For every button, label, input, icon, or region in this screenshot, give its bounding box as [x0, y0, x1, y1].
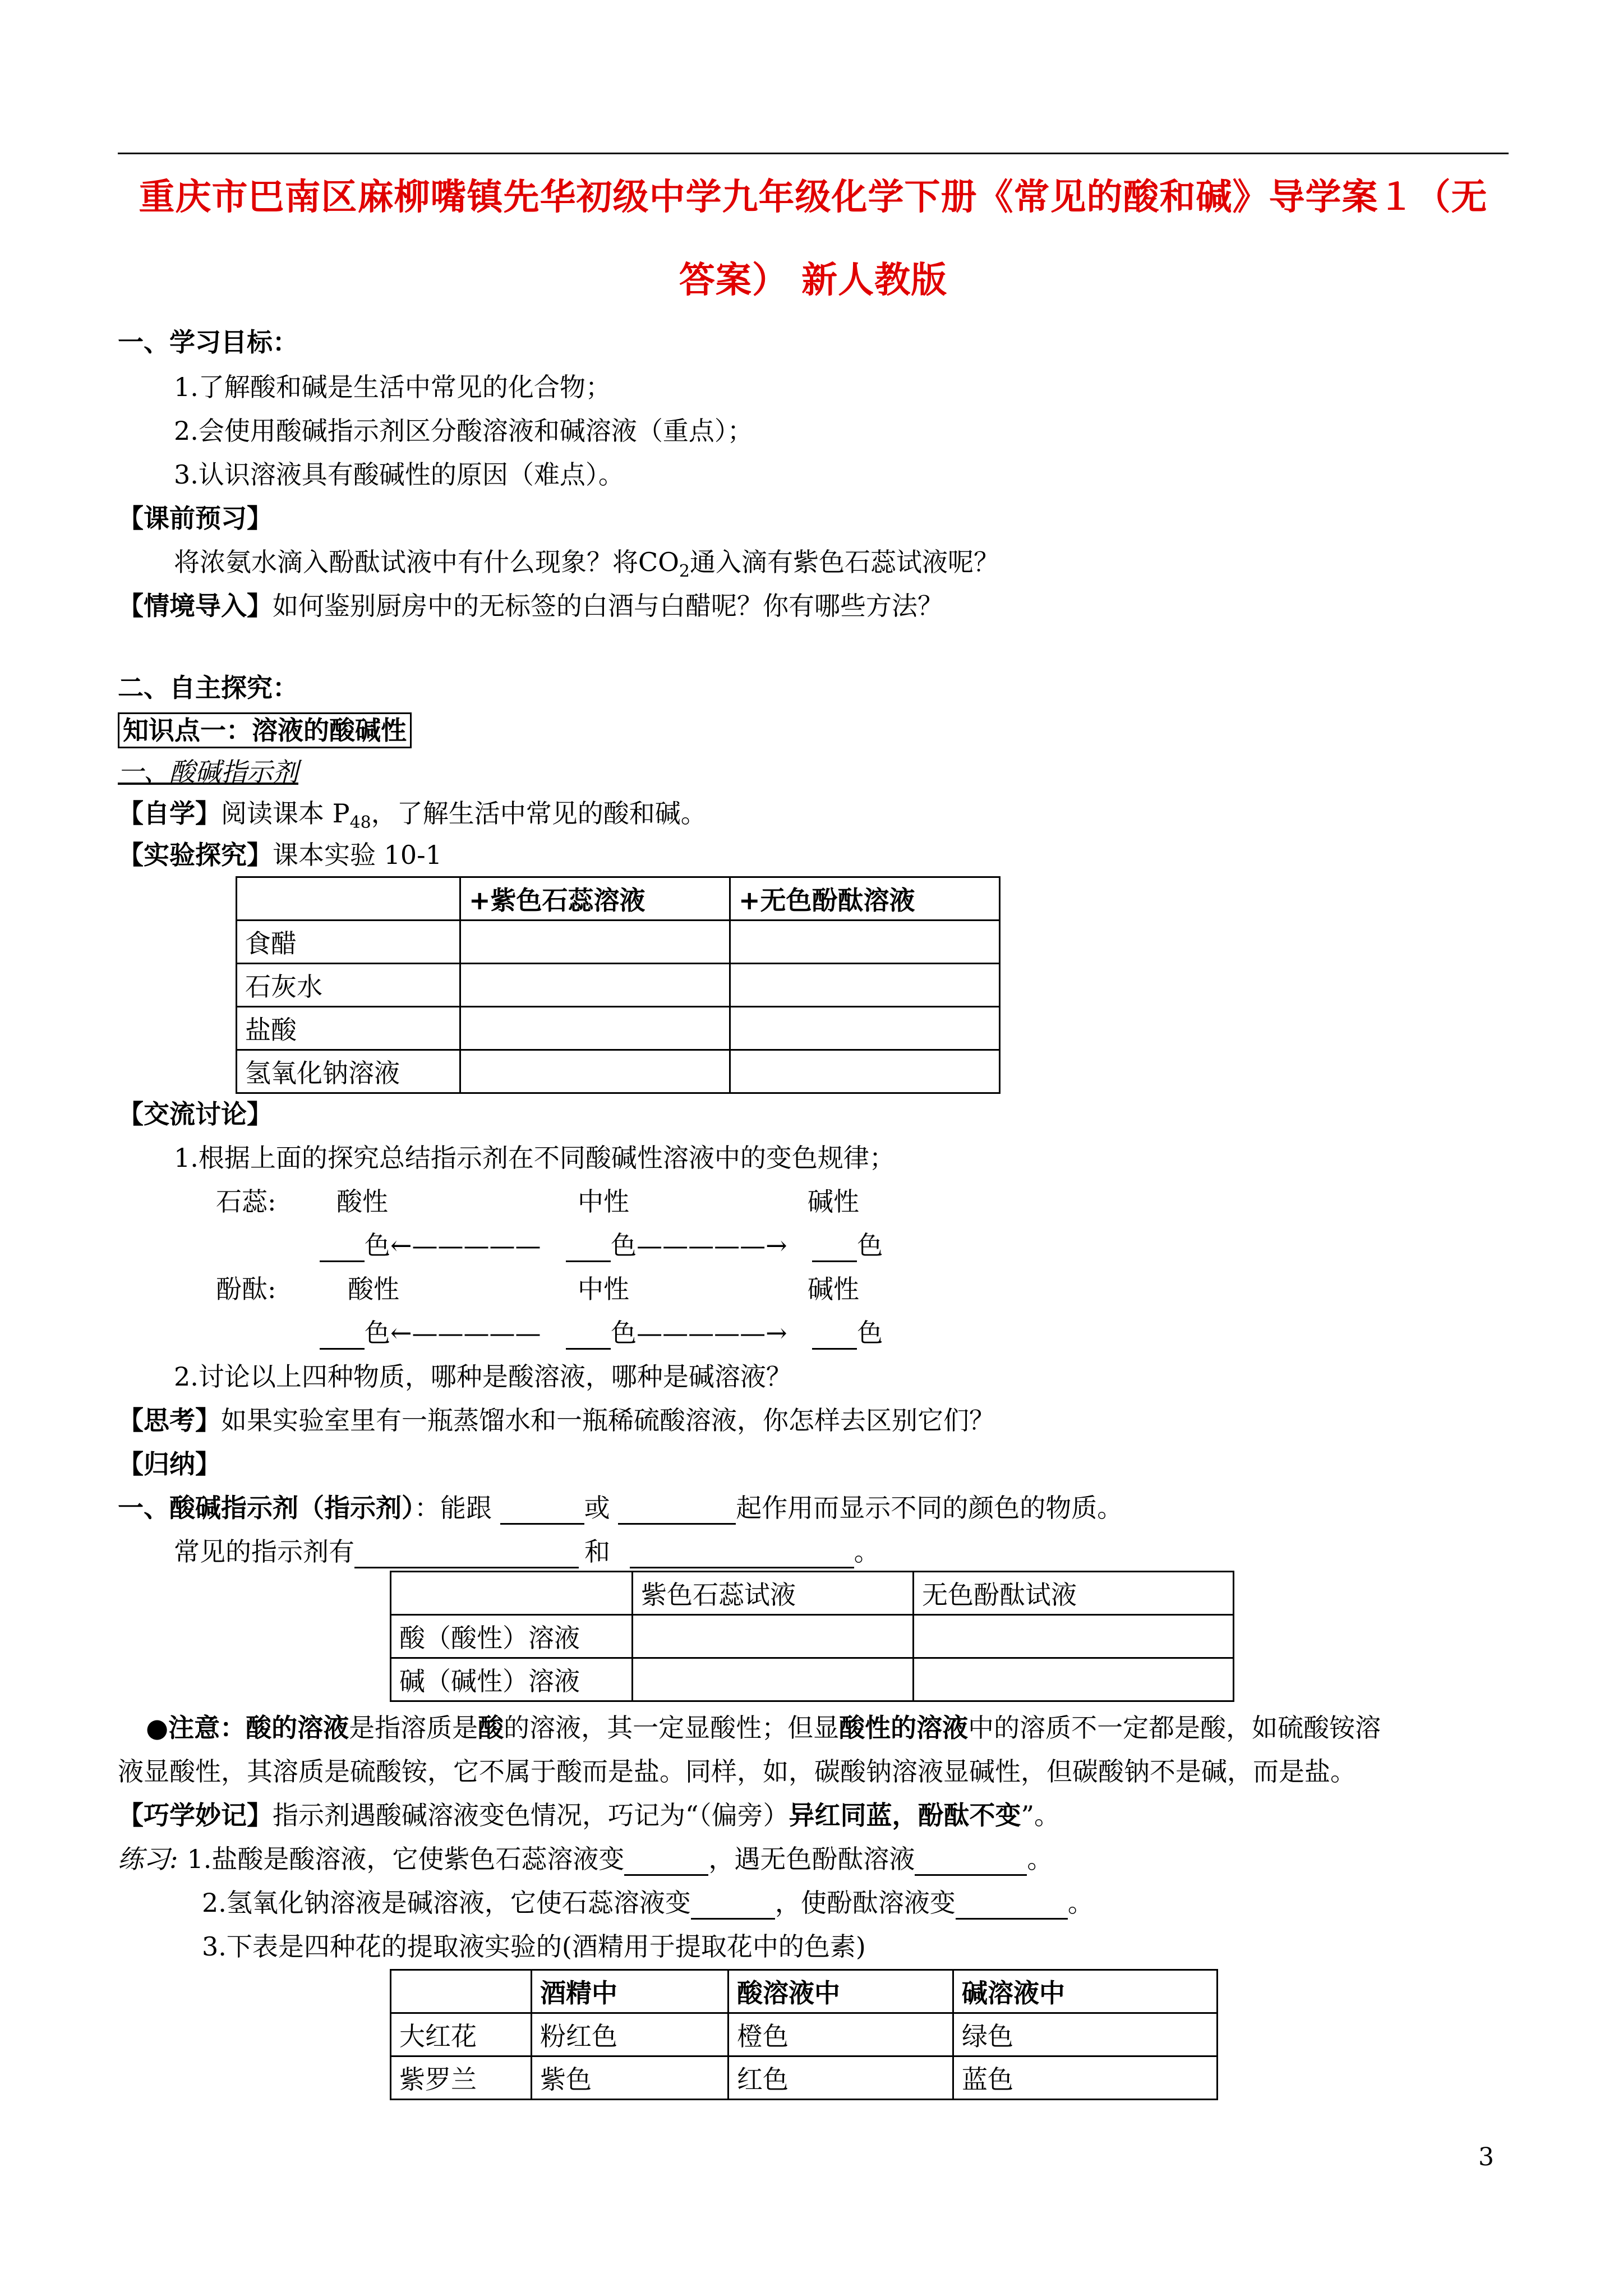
table-row	[237, 1007, 1000, 1050]
table-cell: 碱（碱性）溶液	[391, 1658, 633, 1701]
blank-field[interactable]	[566, 1234, 611, 1262]
experiment-line: 【实验探究】课本实验 10-1	[118, 840, 442, 870]
table-cell: 蓝色	[953, 2056, 1218, 2100]
discussion-q2: 2.讨论以上四种物质，哪种是酸溶液，哪种是碱溶液？	[174, 1361, 792, 1392]
litmus-neutral: 中性	[578, 1186, 629, 1217]
answer-cell[interactable]	[460, 1050, 730, 1093]
answer-cell[interactable]	[730, 1050, 1000, 1093]
table-row	[391, 1572, 1234, 1615]
summary-tag: 【归纳】	[118, 1449, 221, 1479]
blank-field[interactable]	[354, 1540, 579, 1568]
blank-field[interactable]	[320, 1234, 365, 1262]
litmus-color-row: 色←————— 色—————→ 色	[320, 1228, 883, 1262]
experiment-table	[236, 876, 1000, 1094]
table-cell	[391, 1572, 633, 1615]
title-line-1: 重庆市巴南区麻柳嘴镇先华初级中学九年级化学下册《常见的酸和碱》导学案１（无	[139, 177, 1488, 218]
practice-tag: 练习:	[118, 1844, 178, 1874]
phenol-acid: 酸性	[348, 1274, 399, 1304]
note-line-2: 液显酸性，其溶质是硫酸铵，它不属于酸而是盐。同样，如，碳酸钠溶液显碱性，但碳酸钠不是碱，而是盐。	[118, 1756, 1356, 1787]
answer-cell[interactable]	[914, 1615, 1234, 1658]
answer-cell[interactable]	[460, 964, 730, 1007]
table-row	[391, 2013, 1218, 2056]
answer-cell[interactable]	[633, 1615, 914, 1658]
section-2-heading: 二、自主探究：	[118, 673, 298, 703]
table-row	[237, 877, 1000, 921]
table-header: 酸溶液中	[728, 1970, 953, 2013]
blank-field[interactable]	[618, 1496, 736, 1525]
page-number: 3	[1478, 2143, 1494, 2171]
table-row	[237, 921, 1000, 964]
subheading-indicator: 一、酸碱指示剂	[118, 757, 298, 787]
answer-cell[interactable]	[460, 921, 730, 964]
common-indicators-line: 常见的指示剂有 和 。	[174, 1535, 880, 1568]
selfstudy-line: 【自学】阅读课本 $P_{48}$，了解生活中常见的酸和碱。	[118, 798, 707, 833]
preview-text-a: 将浓氨水滴入酚酞试液中有什么现象？将	[174, 547, 638, 577]
table-cell: 酸（酸性）溶液	[391, 1615, 633, 1658]
think-line: 【思考】如果实验室里有一瓶蒸馏水和一瓶稀硫酸溶液，你怎样去区别它们？	[118, 1405, 995, 1435]
table-header: +紫色石蕊溶液	[460, 877, 730, 921]
situation-tag: 【情境导入】	[118, 591, 273, 621]
note-line-1: ●注意：酸的溶液是指溶质是酸的溶液，其一定显酸性；但显酸性的溶液中的溶质不一定都是酸，如硫酸铵溶	[146, 1713, 1381, 1743]
goal-3: 3.认识溶液具有酸碱性的原因（难点）。	[174, 459, 624, 490]
phenol-label: 酚酞:	[216, 1274, 276, 1304]
table-cell: 大红花	[391, 2013, 532, 2056]
practice-2: 2.氢氧化钠溶液是碱溶液，它使石蕊溶液变 ，使酚酞溶液变 。	[202, 1886, 1094, 1920]
table-row	[391, 1658, 1234, 1701]
blank-field[interactable]	[320, 1321, 365, 1350]
table-row	[391, 1970, 1218, 2013]
answer-cell[interactable]	[730, 921, 1000, 964]
table-cell	[237, 877, 460, 921]
table-cell: 紫色	[532, 2056, 728, 2100]
table-cell: 食醋	[237, 921, 460, 964]
blank-field[interactable]	[812, 1321, 857, 1350]
discussion-q1: 1.根据上面的探究总结指示剂在不同酸碱性溶液中的变色规律；	[174, 1143, 895, 1173]
phenol-base: 碱性	[808, 1274, 859, 1304]
experiment-tag: 【实验探究】	[118, 840, 273, 870]
table-header: 紫色石蕊试液	[633, 1572, 914, 1615]
blank-field[interactable]	[566, 1321, 611, 1350]
answer-cell[interactable]	[914, 1658, 1234, 1701]
situation-line	[118, 589, 943, 623]
preview-tag: 【课前预习】	[118, 503, 273, 533]
title-line-2: 答案） 新人教版	[679, 260, 948, 301]
table-cell: 紫罗兰	[391, 2056, 532, 2100]
bullet-icon: ●	[146, 1713, 169, 1743]
answer-cell[interactable]	[633, 1658, 914, 1701]
section-1-heading: 一、学习目标：	[118, 327, 298, 357]
table-header: 酒精中	[532, 1970, 728, 2013]
preview-question	[174, 545, 999, 588]
table-header: 碱溶液中	[953, 1970, 1218, 2013]
discussion-tag: 【交流讨论】	[118, 1099, 273, 1129]
answer-cell[interactable]	[460, 1007, 730, 1050]
table-cell: 石灰水	[237, 964, 460, 1007]
memory-tag: 【巧学妙记】	[118, 1800, 273, 1830]
goal-2: 2.会使用酸碱指示剂区分酸溶液和碱溶液（重点）；	[174, 416, 753, 446]
practice-3: 3.下表是四种花的提取液实验的(酒精用于提取花中的色素)	[202, 1931, 866, 1962]
header-rule	[118, 153, 1509, 154]
phenol-neutral: 中性	[578, 1274, 629, 1304]
think-tag: 【思考】	[118, 1405, 221, 1435]
knowledge-point-1: 知识点一：溶液的酸碱性	[118, 714, 412, 747]
preview-text-b: 通入滴有紫色石蕊试液呢？	[690, 547, 1000, 577]
table-cell: 粉红色	[532, 2013, 728, 2056]
co2-formula: $CO_2$	[638, 547, 690, 582]
blank-field[interactable]	[624, 1847, 708, 1876]
table-cell: 橙色	[728, 2013, 953, 2056]
table-row	[237, 964, 1000, 1007]
memory-line: 【巧学妙记】指示剂遇酸碱溶液变色情况，巧记为“（偏旁）异红同蓝，酚酞不变”。	[118, 1800, 1061, 1830]
blank-field[interactable]	[812, 1234, 857, 1262]
definition-line: 一、酸碱指示剂（指示剂）：能跟 或 起作用而显示不同的颜色的物质。	[118, 1491, 1123, 1525]
flower-table	[390, 1969, 1218, 2100]
litmus-label: 石蕊:	[216, 1186, 276, 1217]
table-cell	[391, 1970, 532, 2013]
goal-1: 1.了解酸和碱是生活中常见的化合物；	[174, 372, 611, 402]
table-cell: 红色	[728, 2056, 953, 2100]
answer-cell[interactable]	[730, 964, 1000, 1007]
litmus-base: 碱性	[808, 1186, 859, 1217]
table-cell: 盐酸	[237, 1007, 460, 1050]
practice-1: 练习: 1.盐酸是酸溶液，它使紫色石蕊溶液变 ，遇无色酚酞溶液 。	[118, 1842, 1053, 1876]
situation-text: 如何鉴别厨房中的无标签的白酒与白醋呢？你有哪些方法？	[273, 591, 943, 621]
table-row	[237, 1050, 1000, 1093]
blank-field[interactable]	[956, 1891, 1068, 1920]
blank-field[interactable]	[630, 1540, 854, 1568]
table-header: +无色酚酞溶液	[730, 877, 1000, 921]
blank-field[interactable]	[500, 1496, 584, 1525]
selfstudy-tag: 【自学】	[118, 798, 221, 829]
table-row	[391, 2056, 1218, 2100]
table-cell: 氢氧化钠溶液	[237, 1050, 460, 1093]
blank-field[interactable]	[691, 1891, 775, 1920]
blank-field[interactable]	[915, 1847, 1027, 1876]
table-row	[391, 1615, 1234, 1658]
phenol-color-row: 色←————— 色—————→ 色	[320, 1316, 883, 1350]
table-cell: 绿色	[953, 2013, 1218, 2056]
indicator-table	[390, 1571, 1234, 1702]
answer-cell[interactable]	[730, 1007, 1000, 1050]
table-header: 无色酚酞试液	[914, 1572, 1234, 1615]
litmus-acid: 酸性	[336, 1186, 388, 1217]
